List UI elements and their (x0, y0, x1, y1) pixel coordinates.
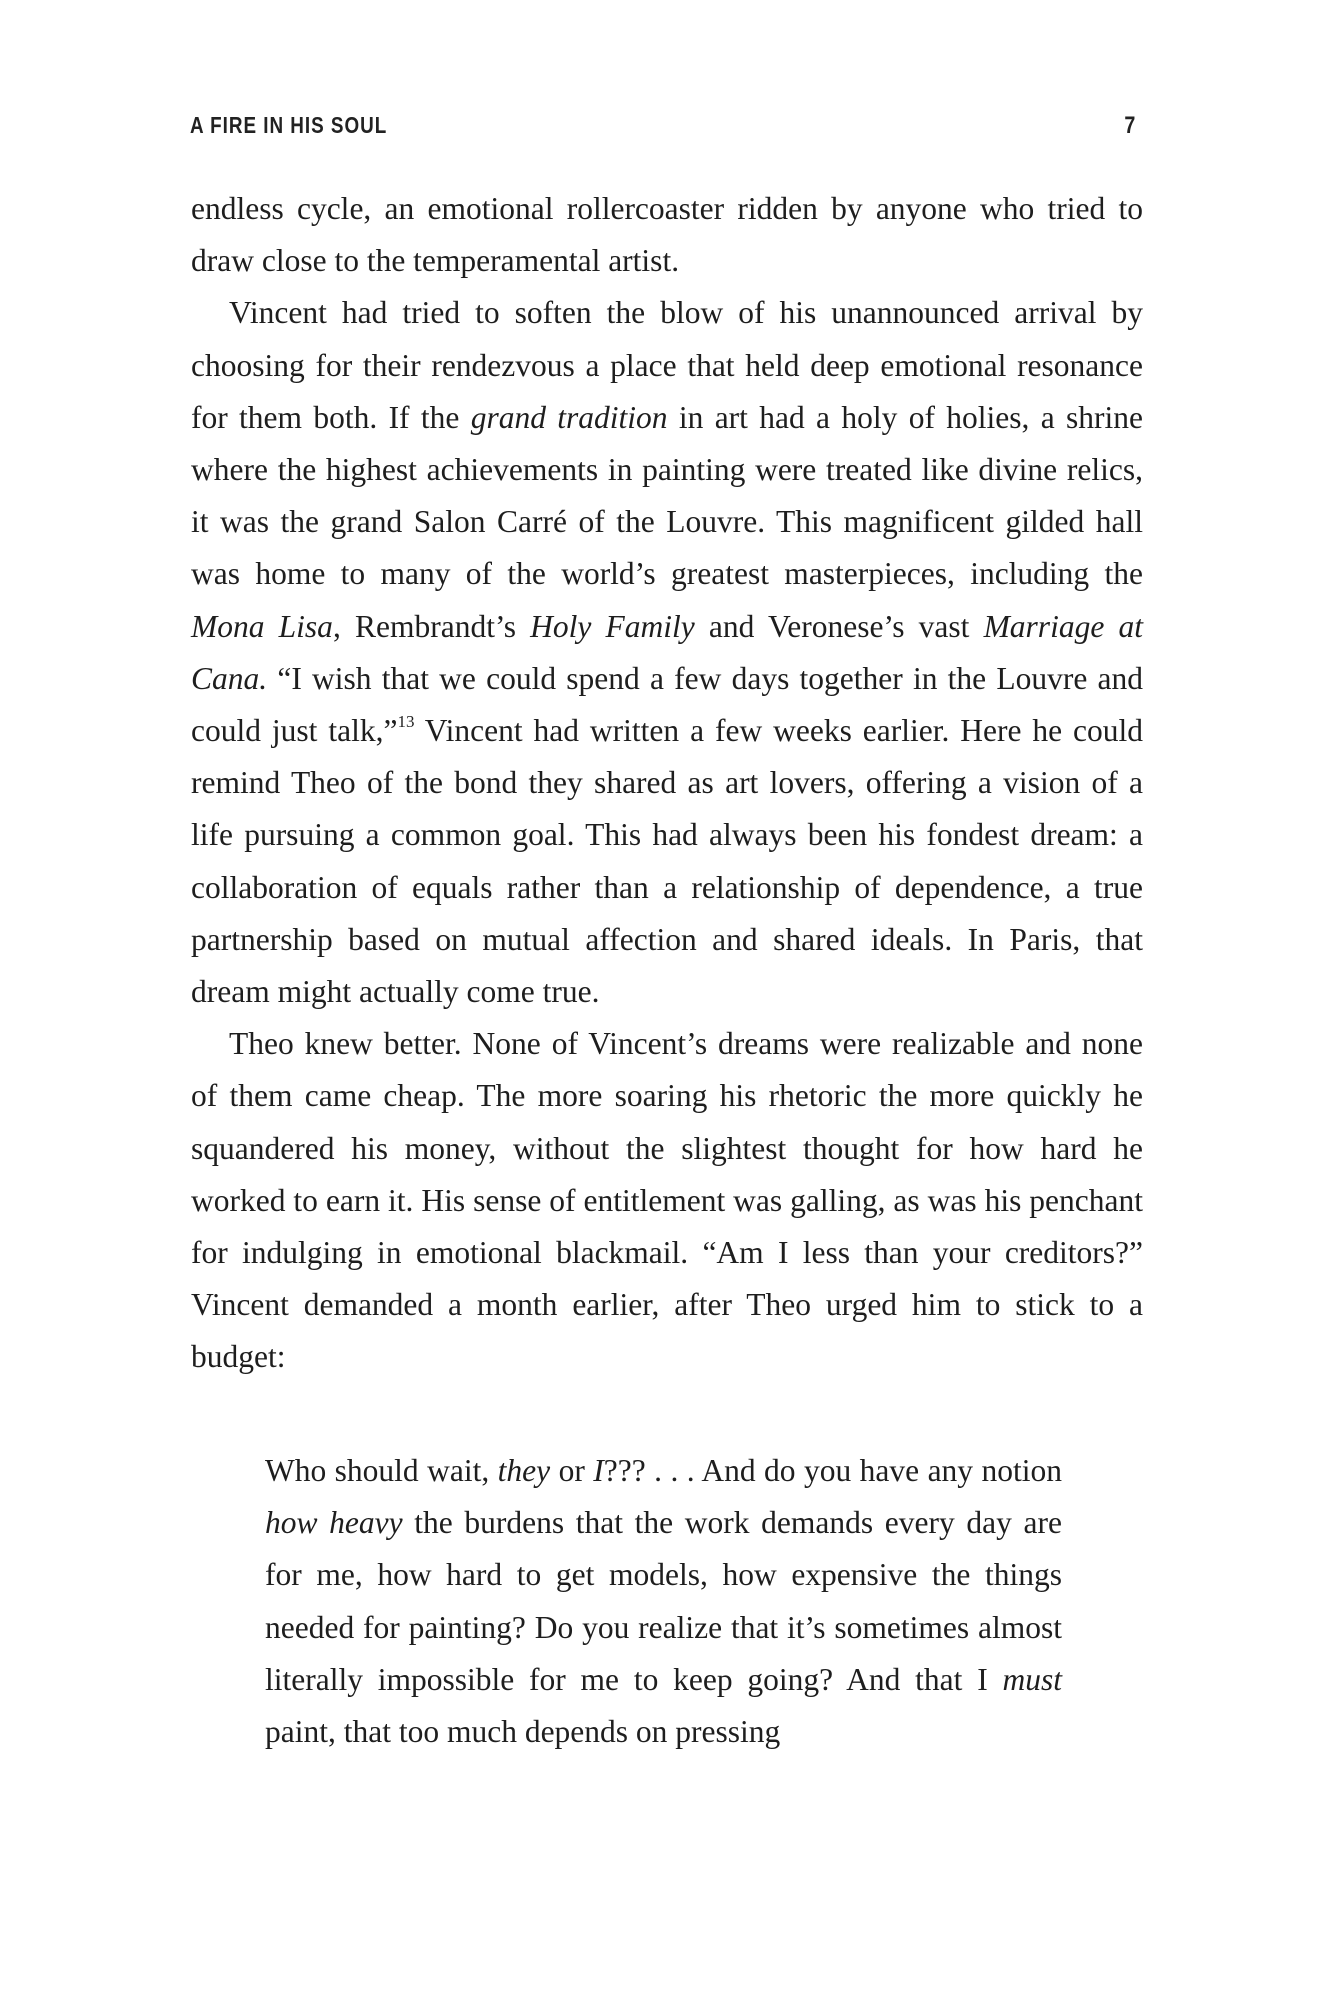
paragraph-1: endless cycle, an emotional rollercoaster ridden by anyone who tried to draw close to the temperamental artist. (191, 191, 1143, 279)
quote-italic-they: they (497, 1453, 551, 1488)
running-head: A FIRE IN HIS SOUL (190, 112, 388, 138)
quote-text-5: paint, that too much depends on pressing (265, 1714, 781, 1750)
p2-italic-mona-lisa: Mona Lisa (191, 608, 333, 644)
quote-italic-must: must (1002, 1661, 1062, 1697)
quote-text-2: or (550, 1453, 594, 1488)
quote-text-1: Who should wait, (265, 1453, 498, 1488)
footnote-reference[interactable]: 13 (397, 712, 415, 732)
p2-italic-marriage-at-cana: Marriage at Cana. (191, 608, 1143, 696)
quote-paragraph (265, 1445, 1062, 1758)
p2-italic-holy-family: Holy Family (530, 608, 695, 644)
quote-text-4: the burdens that the work demands every day are for me, how hard to get models, how expensive the things needed for painting? Do you realize that it’s sometimes almost literally impossible for me to keep going? And that I (265, 1505, 1062, 1697)
quote-text-3: ??? . . . And do you have any notion (603, 1453, 1062, 1488)
p2-italic-grand-tradition: grand tradition (470, 399, 668, 435)
page-number: 7 (1124, 112, 1135, 139)
quote-italic-how-heavy: how heavy (265, 1505, 403, 1541)
p2-text-1: Vincent had tried to soften the blow of his unannounced arrival by choosing for their rendezvous a place that held deep emotional resonance for them both. If the (191, 295, 1143, 435)
body-text (191, 183, 1143, 1384)
p2-text-3: , Rembrandt’s (332, 608, 531, 644)
quote-italic-i: I (593, 1453, 604, 1488)
p2-text-5: “I wish that we could spend a few days together in the Louvre and could just talk,” (191, 660, 1143, 749)
p2-text-4: and Veronese’s vast (694, 608, 984, 644)
p2-text-2: in art had a holy of holies, a shrine where the highest achievements in painting were treated like divine relics, it was the grand Salon Carré of the Louvre. This magnificent gilded hall was home to many of the world’s greatest masterpieces, including the (191, 399, 1143, 592)
paragraph-2 (191, 287, 1143, 1018)
block-quotation (265, 1445, 1062, 1758)
p2-text-6: Vincent had written a few weeks earlier. Here he could remind Theo of the bond they shared as art lovers, offering a vision of a life pursuing a common goal. This had always been his fondest dream: a collaboration of equals rather than a relationship of dependence, a true partnership based on mutual affection and shared ideals. In Paris, that dream might actually come true. (191, 713, 1143, 1010)
paragraph-3: Theo knew better. None of Vincent’s dreams were realizable and none of them came cheap. The more soaring his rhetoric the more quickly he squandered his money, without the slightest thought for how hard he worked to earn it. His sense of entitlement was galling, as was his penchant for indulging in emotional blackmail. “Am I less than your creditors?” Vincent demanded a month earlier, after Theo urged him to stick to a budget: (191, 1026, 1143, 1375)
